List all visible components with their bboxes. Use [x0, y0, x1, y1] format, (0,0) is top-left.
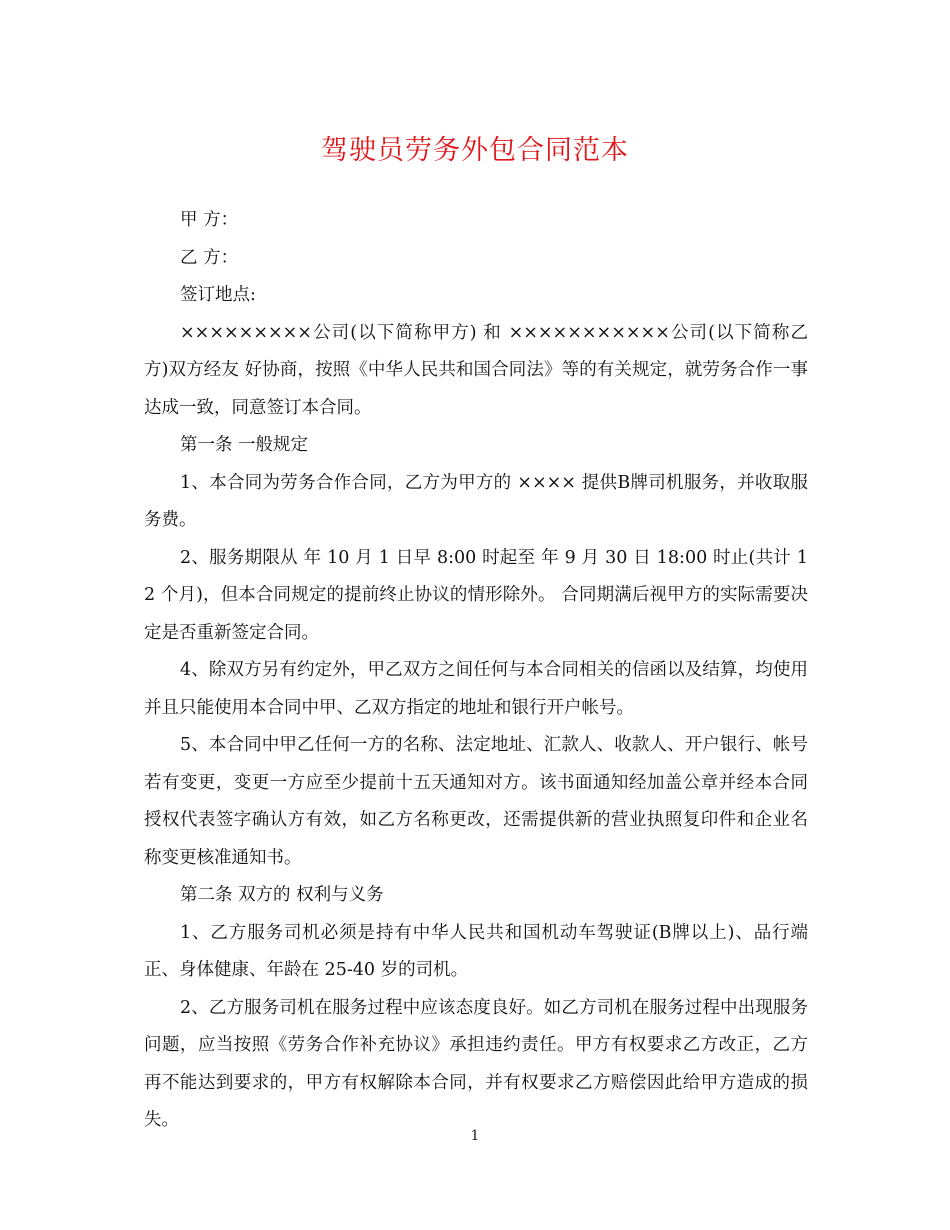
intro-paragraph: ×××××××××公司(以下简称甲方) 和 ×××××××××××公司(以下简称乙方)双方经友 好协商，按照《中华人民共和国合同法》等的有关规定，就劳务合作一事达成一致，同意签订本合同。	[144, 322, 808, 418]
page-number: 1	[470, 1128, 480, 1144]
party-b-line: 乙 方：	[180, 247, 239, 268]
article-1-clause-5: 5、本合同中甲乙任何一方的名称、法定地址、汇款人、收款人、开户银行、帐号若有变更，变更一方应至少提前十五天通知对方。该书面通知经加盖公章并经本合同授权代表签字确认方有效，如乙方名称更改，还需提供新的营业执照复印件和企业名称变更核准通知书。	[144, 735, 808, 868]
document-title: 驾驶员劳务外包合同范本	[321, 135, 629, 166]
article-2-clause-2: 2、乙方服务司机在服务过程中应该态度良好。如乙方司机在服务过程中出现服务问题，应当按照《劳务合作补充协议》承担违约责任。甲方有权要求乙方改正，乙方再不能达到要求的，甲方有权解除本合同，并有权要求乙方赔偿因此给甲方造成的损失。	[144, 997, 808, 1130]
article-2-clause-1: 1、乙方服务司机必须是持有中华人民共和国机动车驾驶证(B牌以上)、品行端正、身体健康、年龄在 25-40 岁的司机。	[144, 922, 808, 980]
article-1-clause-2: 2、服务期限从 年 10 月 1 日早 8:00 时起至 年 9 月 30 日 18:00 时止(共计 12 个月)，但本合同规定的提前终止协议的情形除外。 合同期满后视甲方的实际需要决定是否重新签定合同。	[144, 547, 808, 643]
document-body	[144, 202, 808, 1140]
article-1-clause-4: 4、除双方另有约定外，甲乙双方之间任何与本合同相关的信函以及结算，均使用并且只能使用本合同中甲、乙双方指定的地址和银行开户帐号。	[144, 660, 808, 718]
article-1-clause-1: 1、本合同为劳务合作合同，乙方为甲方的 ×××× 提供B牌司机服务，并收取服务费。	[144, 472, 808, 530]
party-a-line: 甲 方：	[180, 210, 239, 230]
article-2-heading: 第二条 双方的 权利与义务	[180, 885, 384, 905]
article-1-heading: 第一条 一般规定	[180, 435, 309, 455]
signing-location-line: 签订地点:	[180, 285, 256, 305]
